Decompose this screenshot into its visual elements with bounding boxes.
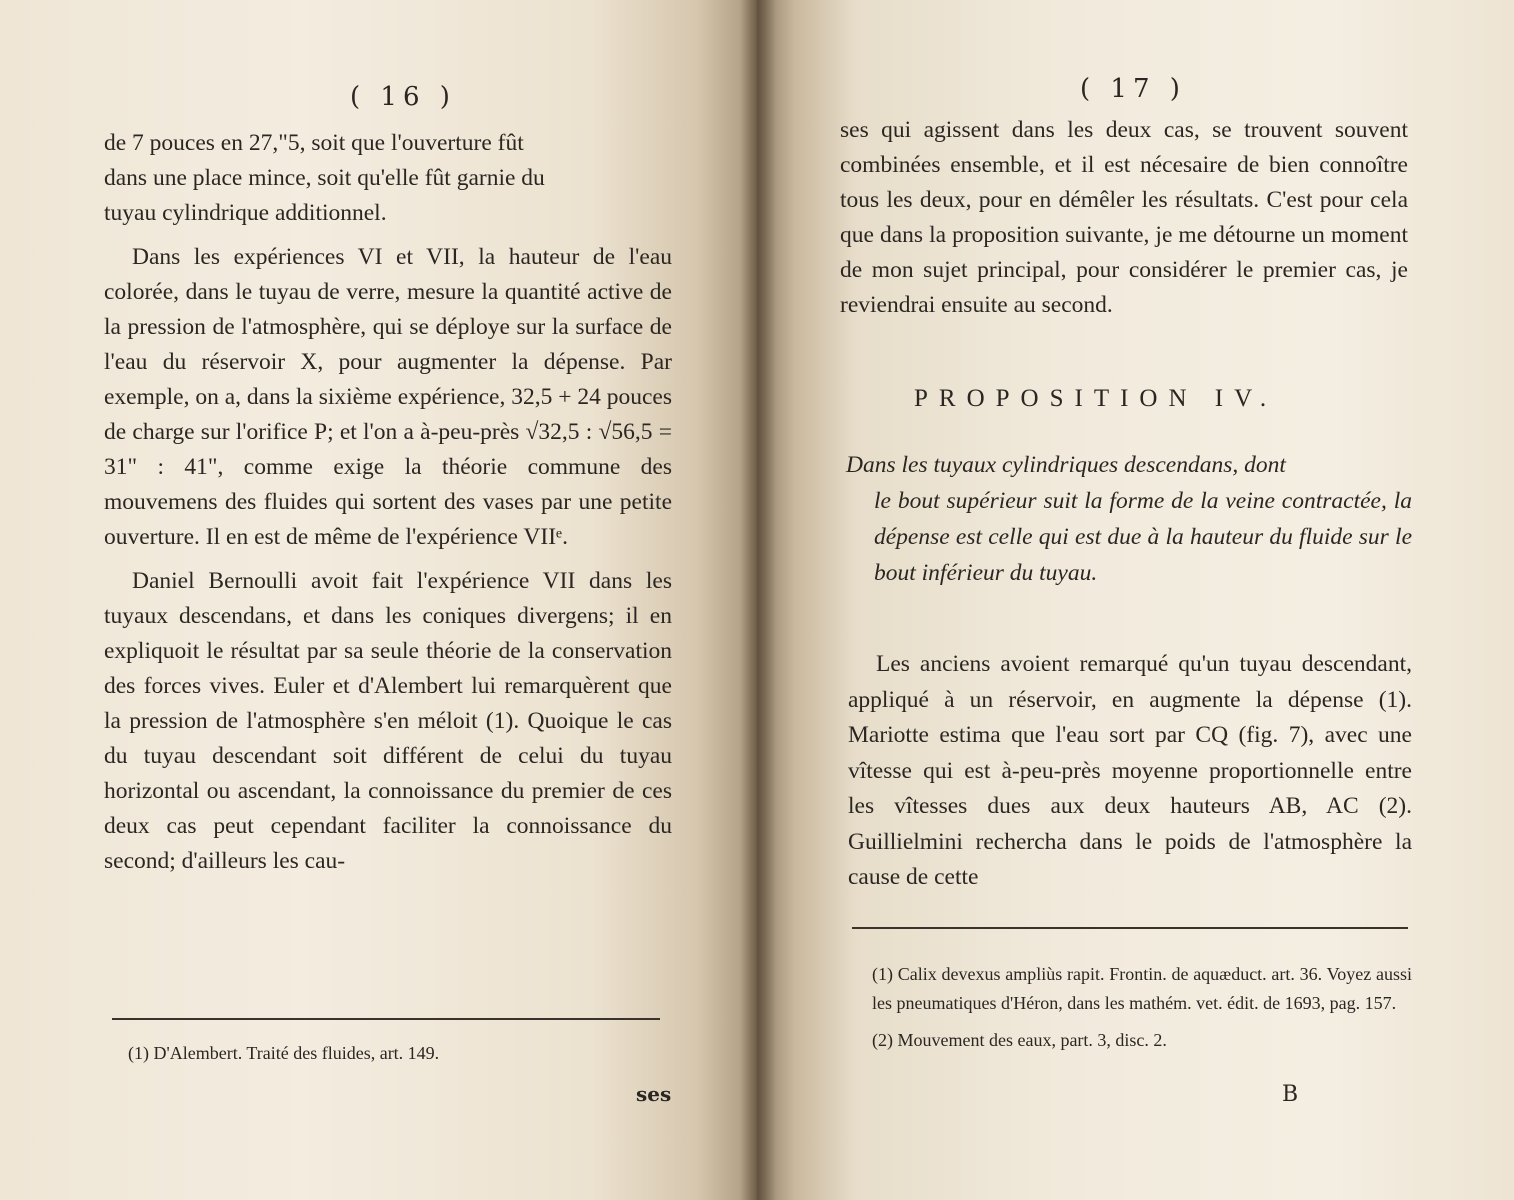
right-paragraph-2: Les anciens avoient remarqué qu'un tuyau descendant, appliqué à un réservoir, en augmente la dépense (1). Mariotte estima que l'eau sort par CQ (fig. 7), avec une vîtesse qui est à-peu-près moyenne proportionnelle entre les vîtesses dues aux deux hauteurs AB, AC (2). Guillielmini recherchа dans le poids de l'atmosphère la cause de cette [848, 651, 1412, 890]
right-paragraph-1: ses qui agissent dans les deux cas, se trouvent souvent combinées ensemble, et il est nécesaire de bien connoître tous les deux, pour en démêler les résultats. C'est pour cela que dans la proposition suivante, je me détourne un moment de mon sujet principal, pour considérer le premier cas, je reviendrai ensuite au second. [840, 117, 1408, 318]
left-catchword: ses [636, 1082, 672, 1106]
left-body-text [104, 126, 672, 879]
proposition-statement-first: Dans les tuyaux cylindriques descendans, dont [846, 452, 1286, 478]
left-line-3: tuyau cylindrique additionnel. [104, 200, 387, 226]
left-line-1: de 7 pouces en 27,"5, soit que l'ouverture fût [104, 130, 524, 156]
right-footnote-1: (1) Calix devexus ampliùs rapit. Frontin. de aquæduct. art. 36. Voyez aussi les pneumatiques d'Héron, dans les mathém. vet. édit. de 1693, pag. 157. [872, 964, 1412, 1013]
proposition-statement-rest: le bout supérieur suit la forme de la veine contractée, la dépense est celle qui est due à la hauteur du fluide sur le bout inférieur du tuyau. [874, 488, 1412, 586]
book-gutter [740, 0, 776, 1200]
right-page-number: ( 17 ) [1080, 74, 1186, 104]
right-footnotes [872, 960, 1412, 1063]
left-line-2: dans une place mince, soit qu'elle fût garnie du [104, 165, 545, 191]
left-paragraph-3: Daniel Bernoulli avoit fait l'expérience VII dans les tuyaux descendans, et dans les coniques divergens; il en expliquoit le résultat par sa seule théorie de la conservation des forces vives. Euler et d'Alembert lui remarquèrent que la pression de l'atmosphère s'en méloit (1). Quoique le cas du tuyau descendant soit différent de celui du tuyau horizontal ou ascendant, la connoissance du premier de ces deux cas peut cependant faciliter la connoissance du second; d'ailleurs les cau- [104, 568, 672, 874]
proposition-heading: PROPOSITION IV. [914, 385, 1278, 412]
right-paragraph-2-wrap [848, 647, 1412, 896]
proposition-statement [846, 447, 1412, 591]
right-footnote-2: (2) Mouvement des eaux, part. 3, disc. 2. [872, 1030, 1167, 1050]
signature-mark: B [1282, 1082, 1299, 1107]
left-paragraph-2: Dans les expériences VI et VII, la hauteur de l'eau colorée, dans le tuyau de verre, mesure la quantité active de la pression de l'atmosphère, qui se déploye sur la surface de l'eau du réservoir X, pour augmenter la dépense. Par exemple, on a, dans la sixième expérience, 32,5 + 24 pouces de charge sur l'orifice P; et l'on a à-peu-près √32,5 : √56,5 = 31" : 41", comme exige la théorie commune des mouvemens des fluides qui sortent des vases par une petite ouverture. Il en est de même de l'expérience VIIᵉ. [104, 244, 672, 550]
left-footnote: (1) D'Alembert. Traité des fluides, art. 149. [128, 1043, 440, 1063]
left-page-number: ( 16 ) [350, 82, 456, 112]
right-footnote-rule [852, 927, 1408, 929]
left-footnote-rule [112, 1018, 660, 1020]
